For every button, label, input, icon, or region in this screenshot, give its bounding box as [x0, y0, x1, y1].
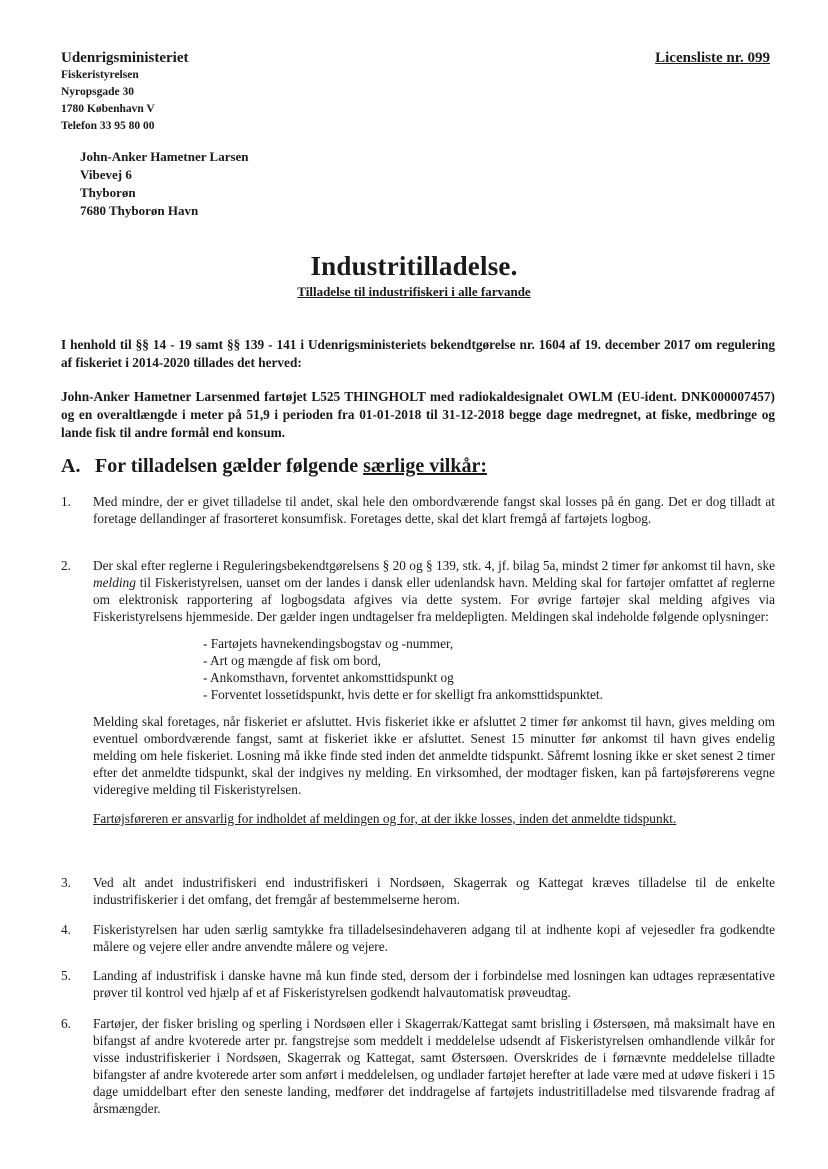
recipient-street: Vibevej 6 — [80, 167, 132, 182]
recipient-town: Thyborøn — [80, 185, 136, 200]
list-item: - Art og mængde af fisk om bord, — [203, 653, 382, 668]
required-information-list — [203, 635, 775, 703]
list-item: - Ankomsthavn, forventet ankomsttidspunkt og — [203, 670, 454, 685]
condition-item — [61, 874, 775, 908]
document-subtitle: Tilladelse til industrifiskeri i alle farvande — [297, 284, 531, 299]
section-heading-underlined: særlige vilkår: — [363, 455, 488, 477]
sender-phone: Telefon 33 95 80 00 — [61, 120, 155, 132]
item-number: 5. — [61, 968, 71, 983]
recipient-name: John-Anker Hametner Larsen — [80, 149, 249, 164]
list-item: - Fartøjets havnekendingsbogstav og -nummer, — [203, 636, 454, 651]
condition-item — [61, 967, 775, 1001]
item-number: 1. — [61, 494, 71, 509]
sender-address — [61, 50, 188, 135]
recipient-postal: 7680 Thyborøn Havn — [80, 203, 199, 218]
item-text: Melding skal foretages, når fiskeriet er afsluttet. Hvis fiskeriet ikke er afsluttet 2 timer før ankomst til havn, gives melding om eventuel ombordværende fangst, samt at fiskeriet ikke er afsluttet. Senest 15 minutter før ankomst til havn gives endelig melding om hele fiskeriet. Losning må ikke finde sted inden det anmeldte tidspunkt. Såfremt losning ikke er sket senest 2 timer efter det anmeldte tidspunkt, skal der indgives ny melding. En virksomhed, der modtager fisken, kan på fartøjsførerens vegne videregive melding til Fiskeristyrelsen. — [93, 714, 775, 797]
condition-item — [61, 1015, 775, 1117]
item-text: Der skal efter reglerne i Reguleringsbekendtgørelsens § 20 og § 139, stk. 4, jf. bilag 5a, mindst 2 timer før ankomst til havn, ske melding til Fiskeristyrelsen, uanset om der landes i dansk eller udenlandsk havn. Melding skal for fartøjer omfattet af reglerne om elektronisk rapportering af logbogsdata afgives via dette system. For øvrige fartøjer skal melding afgives via Fiskeristyrelsens hjemmeside. Der gælder ingen undtagelser fra meldepligten. Meldingen skal indeholde følgende oplysninger: — [93, 558, 775, 624]
item-text: Ved alt andet industrifiskeri end industrifiskeri i Nordsøen, Skagerrak og Kattegat kræves tilladelse til de enkelte industrifiskerier i det omfang, det fremgår af bestemmelserne herom. — [93, 875, 775, 907]
license-number: Licensliste nr. 099 — [655, 50, 770, 66]
item-number: 2. — [61, 558, 71, 573]
condition-item — [61, 557, 775, 827]
list-item: - Forventet lossetidspunkt, hvis dette er for skelligt fra ankomsttidspunktet. — [203, 687, 603, 702]
item-number: 4. — [61, 922, 71, 937]
item-text: Fiskeristyrelsen har uden særlig samtykke fra tilladelsesindehaveren adgang til at indhente kopi af vejesedler fra godkendte målere og vejere eller andre anvendte målere og vejere. — [93, 922, 775, 954]
section-letter: A. — [61, 455, 81, 477]
responsibility-note: Fartøjsføreren er ansvarlig for indholdet af meldingen og for, at der ikke losses, inden det anmeldte tidspunkt. — [93, 811, 677, 826]
sender-street: Nyropsgade 30 — [61, 86, 134, 98]
item-number: 6. — [61, 1016, 71, 1031]
section-heading-text: For tilladelsen gælder følgende — [95, 455, 364, 477]
item-text: Fartøjer, der fisker brisling og sperling i Nordsøen eller i Skagerrak/Kattegat samt brisling i Østersøen, må maksimalt have en bifangst af andre kvoterede arter pr. fangstrejse som meddelt i meddelelse udsendt af Fiskeristyrelsen omhandlende vilkår for visse industrifiskerier i Nordsøen, Skagerrak og Kattegat, samt Østersøen. Overskrides de i førnævnte meddelelse tilladte bifangster af andre kvoterede arter som anført i meddelelsen, og undlader fartøjet herefter at lade være med at udøve fiskeri i 15 dage umiddelbart efter den seneste landing, medfører det inddragelse af fartøjets industritilladelse med tilsvarende fradrag af årsmængder. — [93, 1016, 775, 1116]
document-title: Industritilladelse. — [310, 251, 518, 281]
sender-city: 1780 København V — [61, 103, 155, 115]
recipient-address — [80, 148, 249, 220]
condition-item — [61, 493, 775, 527]
condition-item — [61, 921, 775, 955]
emphasized-word: melding — [93, 575, 136, 590]
item-text: Med mindre, der er givet tilladelse til andet, skal hele den ombordværende fangst skal losses på én gang. Det er dog tilladt at foretage dellandinger af frasorteret konsumfisk. Foretages dette, skal det klart fremgå af fartøjets logbog. — [93, 494, 775, 526]
grant-paragraph: John-Anker Hametner Larsenmed fartøjet L525 THINGHOLT med radiokaldesignalet OWLM (EU-ident. DNK000007457) og en overaltlængde i meter på 51,9 i perioden fra 01-01-2018 til 31-12-2018 begge dage medregnet, at fiske, medbringe og lande fisk til andre formål end konsum. — [61, 389, 775, 440]
sender-department: Fiskeristyrelsen — [61, 69, 139, 81]
section-a-heading — [61, 455, 487, 478]
sender-organization: Udenrigsministeriet — [61, 50, 189, 66]
item-text: Landing af industrifisk i danske havne må kun finde sted, dersom der i forbindelse med losningen kan udtages repræsentative prøver til kontrol ved hjælp af et af Fiskeristyrelsen godkendt halvautomatisk prøveudtag. — [93, 968, 775, 1000]
title-block — [0, 251, 828, 300]
item-number: 3. — [61, 875, 71, 890]
legal-basis-paragraph: I henhold til §§ 14 - 19 samt §§ 139 - 141 i Udenrigsministeriets bekendtgørelse nr. 1604 af 19. december 2017 om regulering af fiskeriet i 2014-2020 tillades det herved: — [61, 337, 775, 370]
